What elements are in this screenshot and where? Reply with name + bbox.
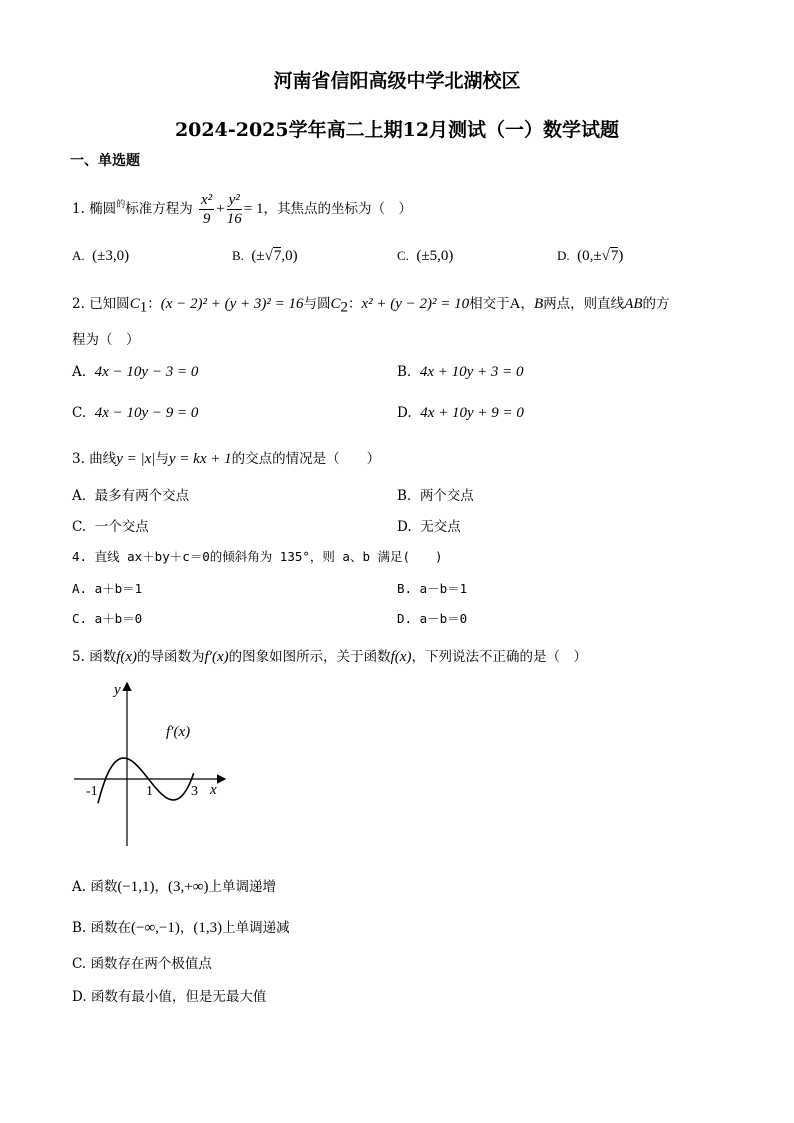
q2-option-c[interactable]: C. 4x − 10y − 9 = 0 [72,405,199,421]
tick-label-neg1: -1 [86,784,98,799]
q1-option-b[interactable]: B. (±√7,0) [232,248,298,264]
q3-option-c[interactable]: C. 一个交点 [72,519,149,535]
tick-label-3: 3 [191,784,198,799]
q1-option-c[interactable]: C. (±5,0) [397,248,454,264]
section-heading: 一、单选题 [70,153,140,169]
q3-option-b[interactable]: B. 两个交点 [397,488,474,504]
q5-option-c[interactable]: C. 函数存在两个极值点 [72,956,212,972]
tick-label-1: 1 [146,784,153,799]
question-2-line-2: 程为（ ） [72,332,140,348]
x-axis-label: x [210,782,217,798]
q1-option-d[interactable]: D. (0,±√7) [557,248,624,264]
q3-option-d[interactable]: D. 无交点 [397,519,461,535]
q2-option-b[interactable]: B. 4x + 10y + 3 = 0 [397,364,524,380]
title-line-1: 河南省信阳高级中学北湖校区 [273,70,521,92]
fraction-x2-9: $\frac{\text{x²}}{9}$ [201,192,213,227]
q2-option-a[interactable]: A. 4x − 10y − 3 = 0 [72,364,199,380]
question-3: 3. 曲线y = |x|与y = kx + 1的交点的情况是（ ） [72,451,381,467]
q4-option-a[interactable]: A. a＋b＝1 [72,581,143,596]
q5-option-b[interactable]: B. 函数在(−∞,−1)，(1,3)上单调递减 [72,920,290,936]
q5-option-d[interactable]: D. 函数有最小值，但是无最大值 [72,989,267,1005]
derivative-graph [66,676,236,856]
fraction-y2-16: $\frac{\text{y²}}{16}$ [226,192,242,227]
question-2: 2. 已知圆$C_1$：(x − 2)² + (y + 3)² = 16与圆$C_2$：x² + (y − 2)² = 10相交于A，B两点，则直线AB的方 [72,296,670,316]
question-1: 1. 椭圆$^的$标准方程为 $\frac{\text{x²}}{9}$ + $\frac{\text{y²}}{16}$ = 1，其焦点的坐标为（ ） [72,192,412,227]
question-5: 5. 函数f(x)的导函数为f′(x)的图象如图所示，关于函数f(x)，下列说法不正确的是（ ） [72,649,587,665]
q1-option-a[interactable]: A. (±3,0) [72,248,130,264]
q2-option-d[interactable]: D. 4x + 10y + 9 = 0 [397,405,524,421]
q4-option-c[interactable]: C. a＋b＝0 [72,611,143,626]
q5-option-a[interactable]: A. 函数(−1,1)，(3,+∞)上单调递增 [72,879,276,895]
q4-option-d[interactable]: D. a－b＝0 [397,611,468,626]
question-number: 1. [72,201,85,217]
q4-option-b[interactable]: B. a－b＝1 [397,581,468,596]
curve-label: f′(x) [166,724,191,740]
y-axis-label: y [114,682,121,698]
title-line-2: 2024-2025学年高二上期12月测试（一）数学试题 [174,119,620,141]
question-4: 4. 直线 ax＋by＋c＝0的倾斜角为 135°，则 a、b 满足( ) [72,549,443,564]
q3-option-a[interactable]: A. 最多有两个交点 [72,488,190,504]
